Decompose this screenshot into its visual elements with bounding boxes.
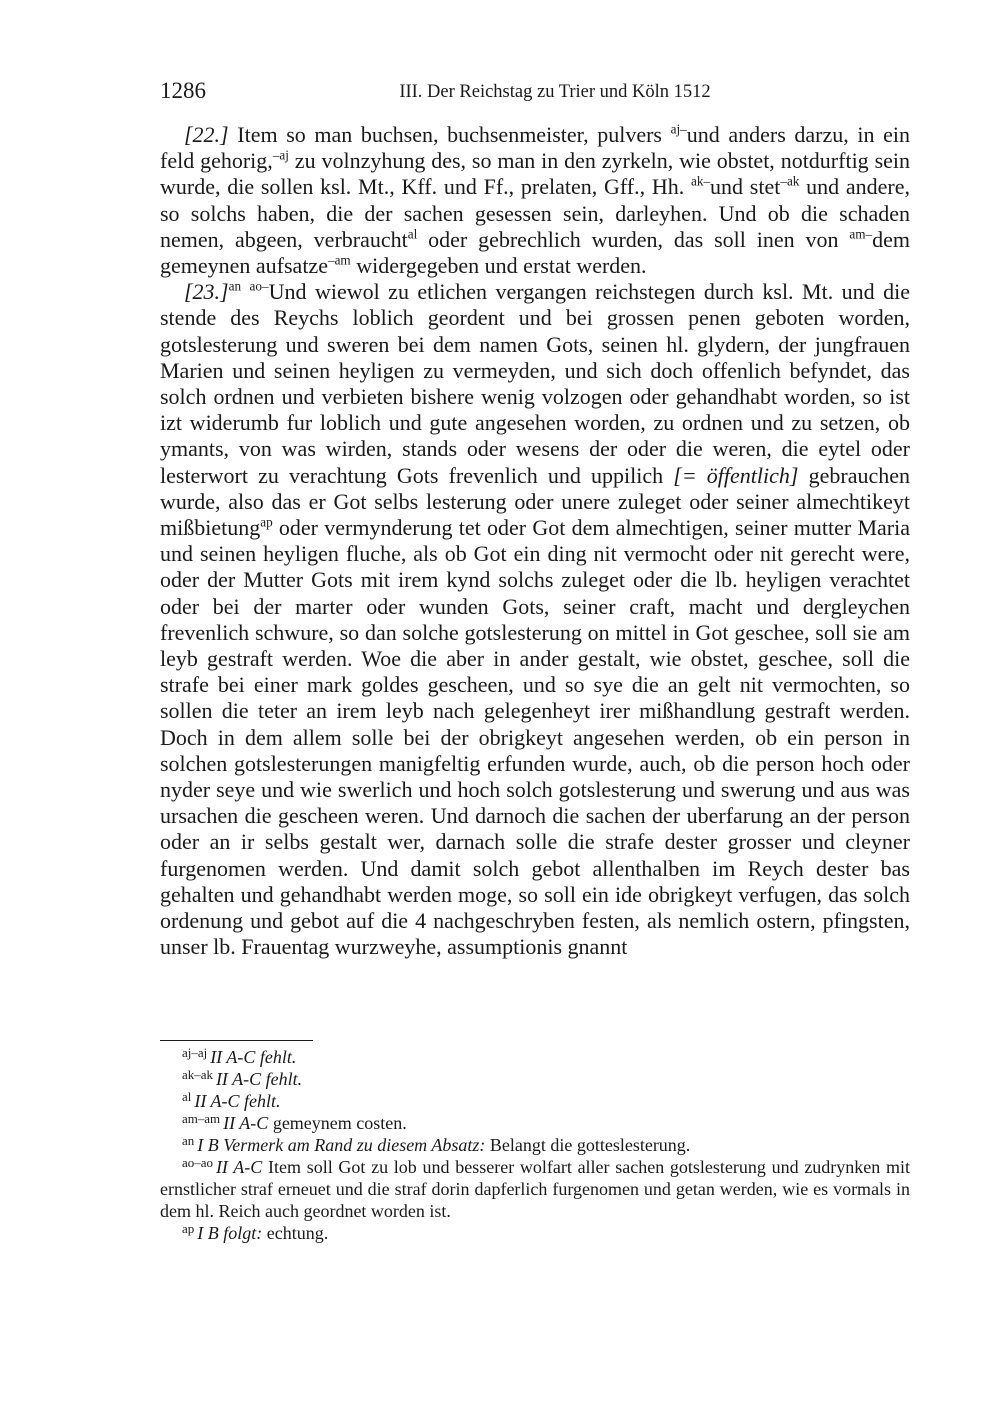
paragraph-23: $[23.]^{an}$ $^{ao-}$Und wiewol zu etlichen vergangen reichstegen durch ksl. Mt. und die stende des Reychs loblich geordent und bei grossen penen geboten worden, gotslesterung und sweren bei dem namen Gots, seinen hl. glydern, der jungfrauen Marien und seinen heyligen zu vermeyden, und sich doch offenlich befyndet, das solch ordnen und verbieten bishere wenig volzogen oder gehandhabt worden, so ist izt widerumb fur loblich und gute angesehen worden, zu ordnen und zu setzen, ob ymants, von was wirden, stands oder wesens der oder die weren, die eytel oder lesterwort zu verachtung Gots frevenlich und uppilich [= öffentlich] gebrauchen wurde, also das er Got selbs lesterung oder unere zuleget oder seiner almechtikeyt mißbietung$^{ap}$ oder vermynderung tet oder Got dem almechtigen, seiner mutter Maria und seinen heyligen fluche, als ob Got ein ding nit vermocht oder nit gerecht were, oder der Mutter Gots mit irem kynd solchs zuleget oder die lb. heyligen verachtet oder bei der marter oder wunden Gots, seiner craft, macht und dergleychen frevenlich schwure, so dan solche gotslesterung on mittel in Got geschee, soll sie am leyb gestraft werden. Woe die aber in ander gestalt, wie obstet, geschee, soll die strafe bei einer mark goldes gescheen, und so sye die an gelt nit vermochten, so sollen die teter an irem leyb nach gelegenheyt irer mißhandlung gestraft werden. Doch in dem allem solle bei der obrigkeyt angesehen werden, ob ein person in solchen gotslesterungen manigfeltig erfunden wurde, auch, ob die person hoch oder nyder seye und wie swerlich und hoch solch gotslesterung und swerung und aus was ursachen die gescheen weren. Und darnoch die sachen der uberfarung an der person oder an ir selbs gestalt wer, darnach solle die strafe dester grosser und cleyner furgenomen werden. Und damit solch gebot allenthalben im Reych dester bas gehalten und gehandhabt werden moge, so soll ein ide obrigkeyt verfugen, das solch ordenung und gebot auf die 4 nachgeschryben festen, als nemlich ostern, pfingsten, unser lb. Frauentag wurzweyhe, assumptionis gnannt	[160, 278, 910, 960]
footnote-am: $^{am-am}$ II A-C gemeynem costen.	[182, 1111, 407, 1133]
footnotes	[160, 1046, 910, 1244]
page-header	[160, 78, 910, 108]
footnote-ref: al	[407, 226, 418, 242]
footnote-ao: $^{ao-ao}$ II A-C Item soll Got zu lob und besserer wolfart aller sachen gotslesterung und zudrynken mit ernstlicher straf erneuet und die straf dorin dapferlich furgenomen und getan werden, wie es vormals in dem hl. Reich auch geordnet worden ist.	[160, 1155, 910, 1221]
body-text	[160, 122, 910, 961]
paragraph-number: [23.]	[184, 279, 229, 305]
footnote-ref: aj–	[670, 121, 687, 137]
footnote-ap: $^{ap}$ I B folgt: echtung.	[182, 1221, 329, 1243]
footnote-ref: an	[228, 278, 242, 294]
footnote-an: $^{an}$ I B Vermerk am Rand zu diesem Absatz: Belangt die gotteslesterung.	[182, 1133, 691, 1155]
footnote-ref: ao–	[249, 278, 269, 294]
footnote-ref: ap	[260, 514, 273, 530]
editorial-gloss: [= öffentlich]	[673, 462, 799, 488]
paragraph-number: [22.]	[184, 122, 229, 147]
footnote-ref: –ak	[780, 173, 800, 189]
footnote-ak: $^{ak-ak}$ II A-C fehlt.	[182, 1067, 303, 1089]
running-title: III. Der Reichstag zu Trier und Köln 1512	[399, 82, 711, 102]
footnote-ref: –aj	[272, 147, 289, 163]
footnote-ref: –am	[327, 252, 351, 268]
footnote-ref: am–	[849, 226, 873, 242]
footnote-aj: $^{aj-aj}$ II A-C fehlt.	[182, 1045, 297, 1067]
footnote-ref: ak–	[691, 173, 711, 189]
footnote-separator	[160, 1040, 313, 1041]
page-number: 1286	[160, 78, 206, 103]
footnote-al: $^{al}$ II A-C fehlt.	[182, 1089, 281, 1111]
paragraph-22: [22.] Item so man buchsen, buchsenmeister, pulvers $^{aj-}$und anders darzu, in ein feld gehorig,$^{-aj}$ zu volnzyhung des, so man in den zyrkeln, wie obstet, notdurftig sein wurde, die sollen ksl. Mt., Kff. und Ff., prelaten, Gff., Hh. $^{ak-}$und stet$^{-ak}$ und andere, so solchs haben, die der sachen gesessen sein, darleyhen. Und ob die schaden nemen, abgeen, verbraucht$^{al}$ oder gebrechlich wurden, das soll inen von $^{am-}$dem gemeynen aufsatze$^{-am}$ widergegeben und erstat werden.	[160, 121, 911, 279]
